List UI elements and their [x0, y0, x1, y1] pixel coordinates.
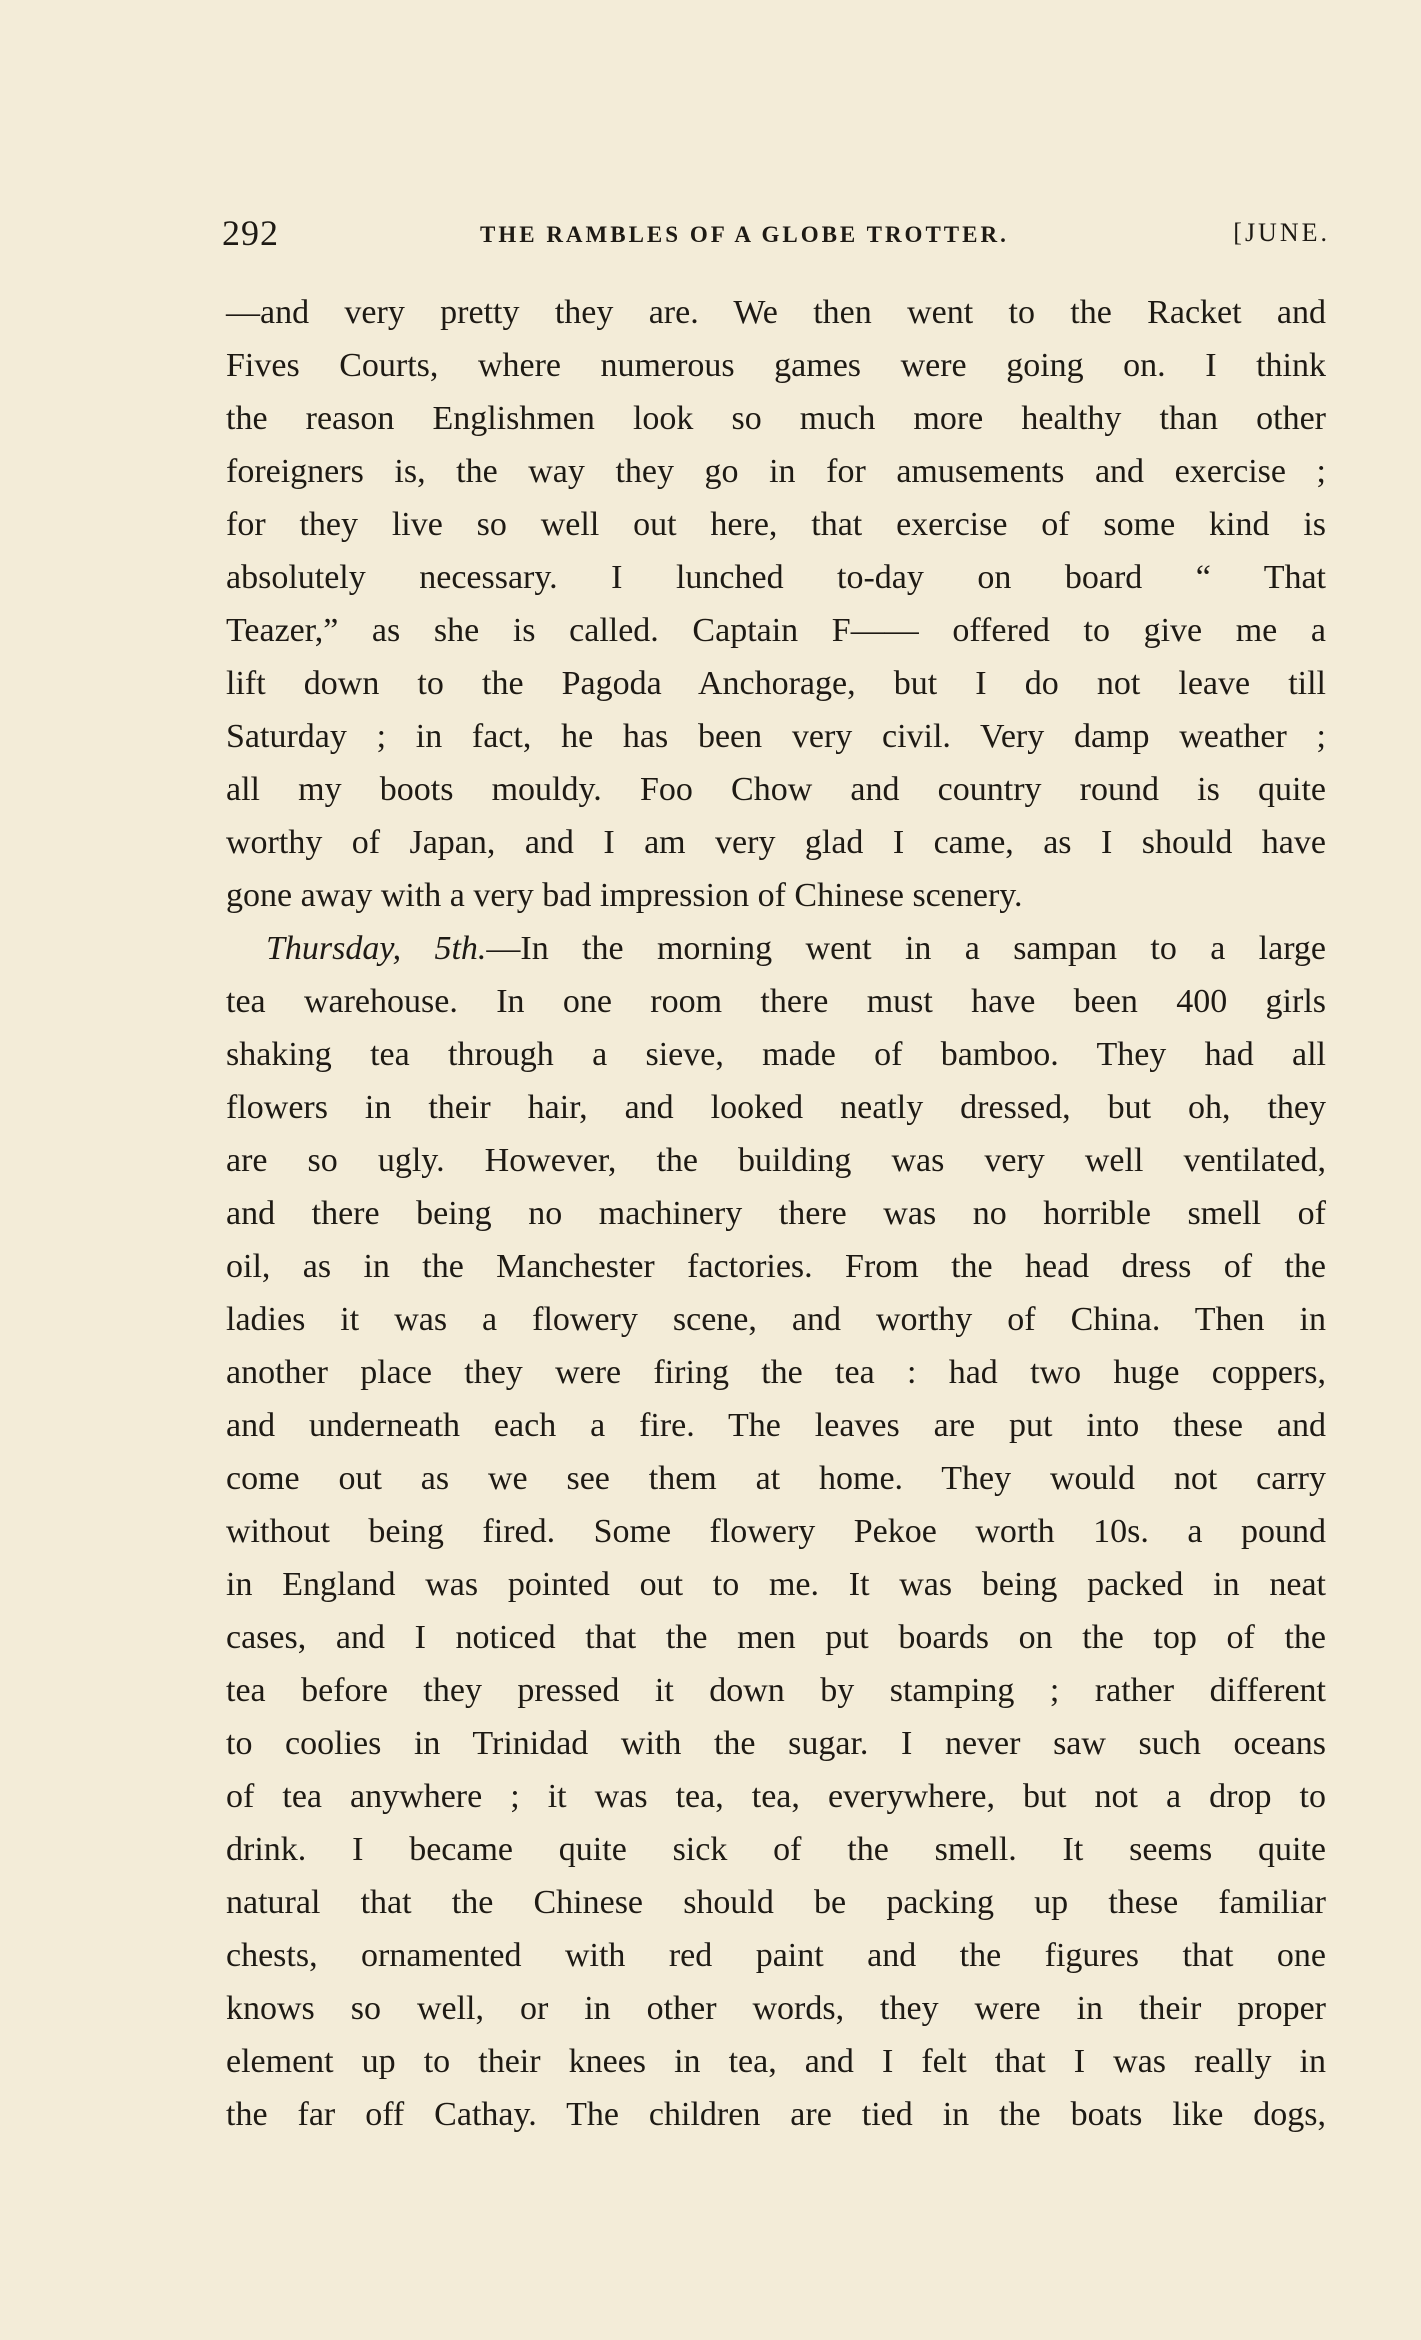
text-line: another place they were firing the tea : had two huge coppers,: [226, 1354, 1326, 1391]
text-line: and there being no machinery there was no horrible smell of: [226, 1195, 1326, 1232]
text-line: and underneath each a fire. The leaves are put into these and: [226, 1407, 1326, 1444]
body-text: [226, 286, 1326, 2141]
entry-date: Thursday, 5th.: [266, 930, 487, 967]
text-line: all my boots mouldy. Foo Chow and country round is quite: [226, 771, 1326, 808]
page-number: 292: [222, 213, 279, 253]
text-line: ladies it was a flowery scene, and worthy of China. Then in: [226, 1301, 1326, 1338]
text-line: gone away with a very bad impression of Chinese scenery.: [226, 877, 1023, 914]
text-line: are so ugly. However, the building was very well ventilated,: [226, 1142, 1326, 1179]
running-month: [JUNE.: [1233, 218, 1330, 247]
text-line: come out as we see them at home. They would not carry: [226, 1460, 1326, 1497]
text-line: of tea anywhere ; it was tea, tea, everywhere, but not a drop to: [226, 1778, 1326, 1815]
entry-first-text: —In the morning went in a sampan to a large: [486, 930, 1326, 967]
text-line: Teazer,” as she is called. Captain F—— offered to give me a: [226, 612, 1326, 649]
text-line: foreigners is, the way they go in for amusements and exercise ;: [226, 453, 1326, 490]
running-title: THE RAMBLES OF A GLOBE TROTTER.: [480, 222, 1009, 247]
text-line: —and very pretty they are. We then went to the Racket and: [226, 294, 1326, 331]
text-line: without being fired. Some flowery Pekoe worth 10s. a pound: [226, 1513, 1326, 1550]
text-line: oil, as in the Manchester factories. From the head dress of the: [226, 1248, 1326, 1285]
text-line: flowers in their hair, and looked neatly dressed, but oh, they: [226, 1089, 1326, 1126]
text-line: for they live so well out here, that exercise of some kind is: [226, 506, 1326, 543]
text-line: drink. I became quite sick of the smell. It seems quite: [226, 1831, 1326, 1868]
text-line: tea warehouse. In one room there must have been 400 girls: [226, 983, 1326, 1020]
text-line: to coolies in Trinidad with the sugar. I never saw such oceans: [226, 1725, 1326, 1762]
text-line: Fives Courts, where numerous games were going on. I think: [226, 347, 1326, 384]
text-line: cases, and I noticed that the men put boards on the top of the: [226, 1619, 1326, 1656]
text-line: the reason Englishmen look so much more healthy than other: [226, 400, 1326, 437]
entry-first-line: [226, 922, 1326, 975]
text-line: worthy of Japan, and I am very glad I came, as I should have: [226, 824, 1326, 861]
text-line: lift down to the Pagoda Anchorage, but I do not leave till: [226, 665, 1326, 702]
text-line: Saturday ; in fact, he has been very civil. Very damp weather ;: [226, 718, 1326, 755]
text-line: tea before they pressed it down by stamping ; rather different: [226, 1672, 1326, 1709]
text-line: in England was pointed out to me. It was being packed in neat: [226, 1566, 1326, 1603]
text-line: the far off Cathay. The children are tied in the boats like dogs,: [226, 2096, 1326, 2133]
text-line: element up to their knees in tea, and I felt that I was really in: [226, 2043, 1326, 2080]
text-line: knows so well, or in other words, they were in their proper: [226, 1990, 1326, 2027]
text-line: shaking tea through a sieve, made of bamboo. They had all: [226, 1036, 1326, 1073]
text-line: natural that the Chinese should be packing up these familiar: [226, 1884, 1326, 1921]
text-line: chests, ornamented with red paint and the figures that one: [226, 1937, 1326, 1974]
text-line: absolutely necessary. I lunched to-day on board “ That: [226, 559, 1326, 596]
running-head: [218, 212, 1330, 262]
